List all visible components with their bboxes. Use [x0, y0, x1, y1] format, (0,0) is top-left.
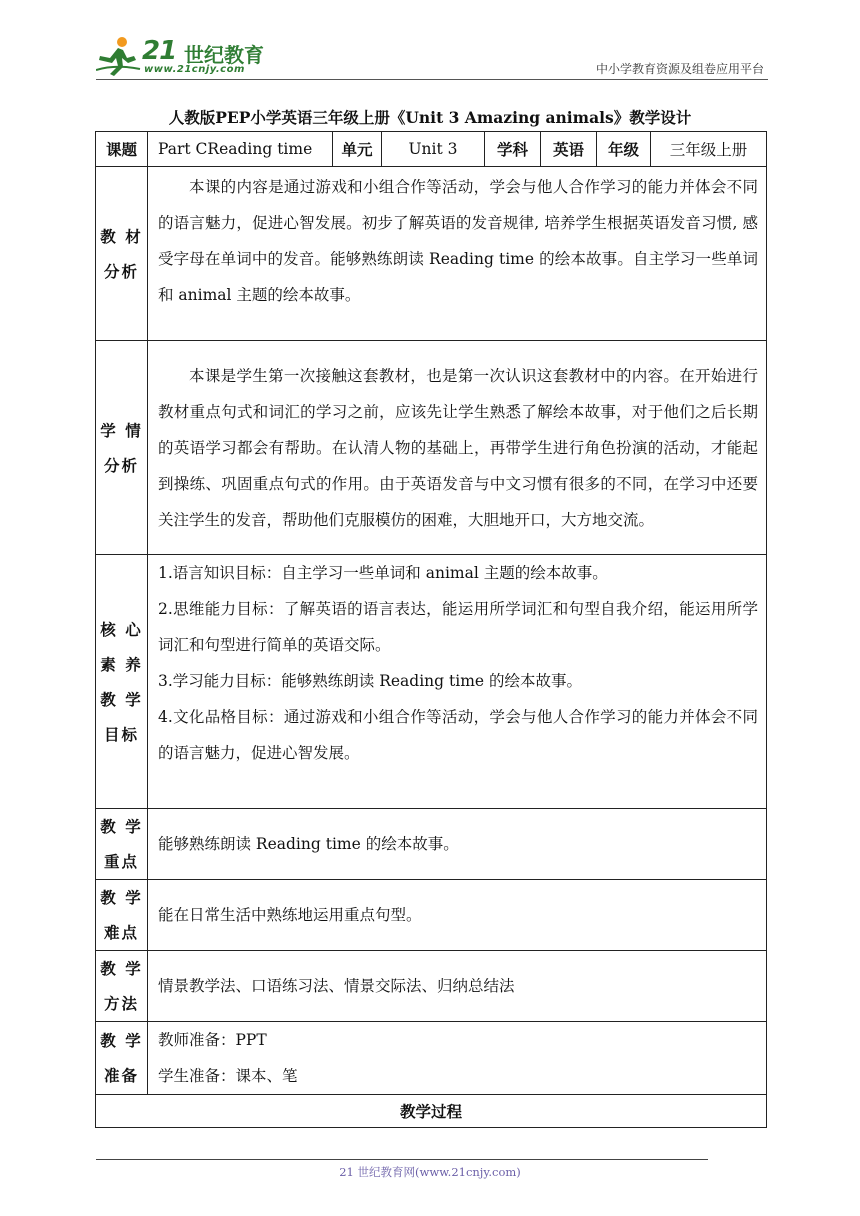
topic-value: Part CReading time	[148, 132, 333, 167]
label-line: 分析	[103, 261, 139, 281]
teaching-process-heading: 教学过程	[96, 1095, 767, 1128]
info-row	[96, 132, 767, 167]
label-line: 教 学	[100, 959, 143, 978]
core-goals-label	[96, 555, 148, 809]
label-line: 准备	[103, 1066, 139, 1085]
label-line: 素 养	[100, 654, 143, 674]
grade-value: 三年级上册	[651, 132, 767, 167]
site-logo[interactable]	[96, 36, 266, 76]
logo-name: 世纪教育	[184, 43, 264, 67]
goal-item: 4.文化品格目标：通过游戏和小组合作等活动，学会与他人合作学习的能力并体会不同的语言魅力，促进心智发展。	[158, 708, 758, 762]
difficulties-row	[96, 880, 767, 951]
unit-value: Unit 3	[382, 132, 485, 167]
preparation-row	[96, 1022, 767, 1095]
label-line: 教 学	[100, 888, 143, 907]
footer-text[interactable]: 21 世纪教育网(www.21cnjy.com)	[339, 1165, 521, 1179]
label-line: 分析	[103, 455, 139, 475]
subject-label: 学科	[485, 132, 541, 167]
grade-label: 年级	[597, 132, 651, 167]
preparation-text	[148, 1022, 767, 1095]
material-analysis-label	[96, 167, 148, 341]
label-line: 核 心	[100, 619, 143, 639]
difficulties-text: 能在日常生活中熟练地运用重点句型。	[148, 880, 767, 951]
label-line: 难点	[103, 923, 139, 942]
methods-text: 情景教学法、口语练习法、情景交际法、归纳总结法	[148, 951, 767, 1022]
key-points-text: 能够熟练朗读 Reading time 的绘本故事。	[148, 809, 767, 880]
core-goals-text	[148, 555, 767, 809]
learner-analysis-label	[96, 341, 148, 555]
goal-item: 1.语言知识目标：自主学习一些单词和 animal 主题的绘本故事。	[158, 564, 608, 582]
core-goals-row	[96, 555, 767, 809]
key-points-row	[96, 809, 767, 880]
student-preparation: 学生准备：课本、笔	[158, 1067, 298, 1085]
platform-text: 中小学教育资源及组卷应用平台	[595, 62, 764, 76]
methods-label	[96, 951, 148, 1022]
runner-logo-icon	[96, 36, 142, 76]
label-line: 教 学	[100, 1031, 143, 1050]
key-points-label	[96, 809, 148, 880]
teacher-preparation: 教师准备：PPT	[158, 1031, 267, 1049]
unit-label: 单元	[333, 132, 382, 167]
material-analysis-text	[148, 167, 767, 341]
subject-value: 英语	[541, 132, 597, 167]
topic-label: 课题	[96, 132, 148, 167]
label-line: 方法	[103, 994, 139, 1013]
label-line: 学 情	[100, 420, 143, 440]
goal-item: 2.思维能力目标：了解英语的语言表达，能运用所学词汇和句型自我介绍，能运用所学词汇和句型进行简单的英语交际。	[158, 600, 758, 654]
label-line: 重点	[103, 852, 139, 871]
logo-url: www.21cnjy.com	[144, 64, 245, 75]
learner-analysis-row	[96, 341, 767, 555]
document-title: 人教版PEP小学英语三年级上册《Unit 3 Amazing animals》教学设计	[168, 108, 692, 127]
page-header	[96, 30, 768, 78]
footer-divider	[96, 1159, 708, 1160]
methods-row	[96, 951, 767, 1022]
label-line: 目标	[103, 724, 139, 744]
label-line: 教 学	[100, 689, 143, 709]
paragraph: 本课的内容是通过游戏和小组合作等活动，学会与他人合作学习的能力并体会不同的语言魅力，促进心智发展。初步了解英语的发音规律, 培养学生根据英语发音习惯, 感受字母在单词中的发音。能够熟练朗读 Reading time 的绘本故事。自主学习一些单词和 animal 主题的绘本故事。	[158, 178, 758, 304]
label-line: 教 材	[100, 226, 143, 246]
logo-number: 21	[142, 36, 177, 66]
difficulties-label	[96, 880, 148, 951]
paragraph: 本课是学生第一次接触这套教材，也是第一次认识这套教材中的内容。在开始进行教材重点句式和词汇的学习之前，应该先让学生熟悉了解绘本故事，对于他们之后长期的英语学习都会有帮助。在认清人物的基础上，再带学生进行角色扮演的活动，才能起到操练、巩固重点句式的作用。由于英语发音与中文习惯有很多的不同，在学习中还要关注学生的发音，帮助他们克服模仿的困难，大胆地开口，大方地交流。	[158, 366, 758, 529]
label-line: 教 学	[100, 817, 143, 836]
learner-analysis-text	[148, 341, 767, 555]
material-analysis-row	[96, 167, 767, 341]
header-divider	[96, 79, 768, 80]
process-row	[96, 1095, 767, 1128]
preparation-label	[96, 1022, 148, 1095]
lesson-plan-table	[95, 131, 767, 1128]
goal-item: 3.学习能力目标：能够熟练朗读 Reading time 的绘本故事。	[158, 672, 582, 690]
